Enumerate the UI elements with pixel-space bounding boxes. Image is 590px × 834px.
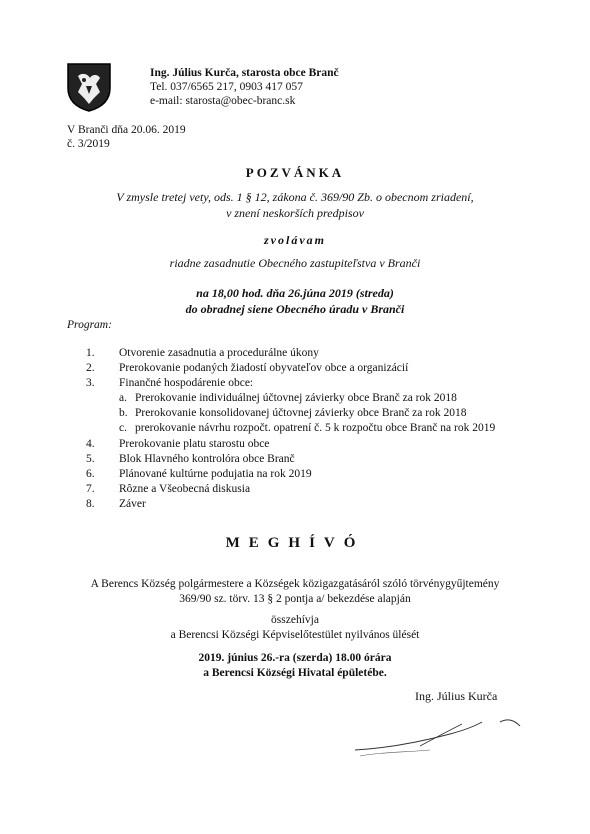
- legal-basis-line1: V zmysle tretej vety, ods. 1 § 12, zákona č. 369/90 Zb. o obecnom zriadení,: [116, 190, 474, 204]
- program-item-text: Finančné hospodárenie obce:: [119, 377, 254, 389]
- invitation-title-hu: MEGHÍVÓ: [225, 535, 365, 551]
- hu-text-line2: 369/90 sz. törv. 13 § 2 pontja a/ bekezdése alapján: [179, 593, 411, 605]
- signatory-name: Ing. Július Kurča: [415, 689, 498, 703]
- letterhead-name: Ing. Július Kurča, starosta obce Branč: [150, 67, 339, 79]
- program-item-number: 7.: [86, 483, 95, 495]
- program-item-text: Rôzne a Všeobecná diskusia: [119, 483, 251, 495]
- program-subitem-text: Prerokovanie konsolidovanej účtovnej závierky obce Branč za rok 2018: [135, 407, 467, 419]
- program-item-text: Prerokovanie podaných žiadostí obyvateľov obce a organizácií: [119, 362, 409, 374]
- program-subitem-letter: b.: [119, 407, 128, 419]
- coat-of-arms-icon: [66, 62, 112, 112]
- program-item-number: 1.: [86, 347, 95, 359]
- hu-text-line1: A Berencs Község polgármestere a Községek közigazgatásáról szóló törvénygyűjtemény: [90, 578, 500, 590]
- hu-meeting-time: 2019. június 26.-ra (szerda) 18.00 órára: [198, 652, 392, 664]
- program-item-number: 8.: [86, 498, 95, 510]
- program-subitem-letter: a.: [119, 392, 127, 404]
- letterhead-email: e-mail: starosta@obec-branc.sk: [150, 95, 296, 107]
- program-subitem-letter: c.: [119, 422, 127, 434]
- meeting-time-place-sk: [0, 285, 590, 317]
- program-item-number: 4.: [86, 438, 95, 450]
- program-item-text: Plánované kultúrne podujatia na rok 2019: [119, 468, 312, 480]
- document-number: č. 3/2019: [67, 138, 110, 150]
- program-subitem-text: prerokovanie návrhu rozpočt. opatrení č. 5 k rozpočtu obce Branč na rok 2019: [135, 422, 496, 434]
- program-subitem-text: Prerokovanie individuálnej účtovnej závierky obce Branč za rok 2018: [135, 392, 457, 404]
- program-item-number: 6.: [86, 468, 95, 480]
- document-date: V Branči dňa 20.06. 2019: [67, 124, 186, 136]
- program-item-text: Prerokovanie platu starostu obce: [119, 438, 270, 450]
- program-item-number: 2.: [86, 362, 95, 374]
- meeting-place: do obradnej siene Obecného úradu v Branči: [185, 302, 405, 316]
- hu-meeting-place: a Berencsi Községi Hivatal épületébe.: [203, 667, 387, 679]
- program-label: Program:: [67, 319, 112, 331]
- legal-basis-line2: v znení neskorších predpisov: [226, 206, 364, 220]
- meeting-description: riadne zasadnutie Obecného zastupiteľstva v Branči: [169, 256, 421, 270]
- handwritten-signature: [350, 712, 530, 762]
- program-item-text: Otvorenie zasadnutia a procedurálne úkony: [119, 347, 319, 359]
- program-item-number: 5.: [86, 453, 95, 465]
- convene-word: zvolávam: [264, 233, 326, 247]
- program-item-text: Blok Hlavného kontrolóra obce Branč: [119, 453, 295, 465]
- hu-text-line3: összehívja: [271, 614, 319, 626]
- program-item-text: Záver: [119, 498, 146, 510]
- legal-basis-sk: [0, 189, 590, 221]
- invitation-title-sk: POZVÁNKA: [245, 165, 345, 180]
- meeting-time: na 18,00 hod. dňa 26.júna 2019 (streda): [196, 286, 394, 300]
- program-item-number: 3.: [86, 377, 95, 389]
- letterhead-phone: Tel. 037/6565 217, 0903 417 057: [150, 81, 303, 93]
- hu-text-line4: a Berencsi Községi Képviselőtestület nyilvános ülését: [170, 629, 420, 641]
